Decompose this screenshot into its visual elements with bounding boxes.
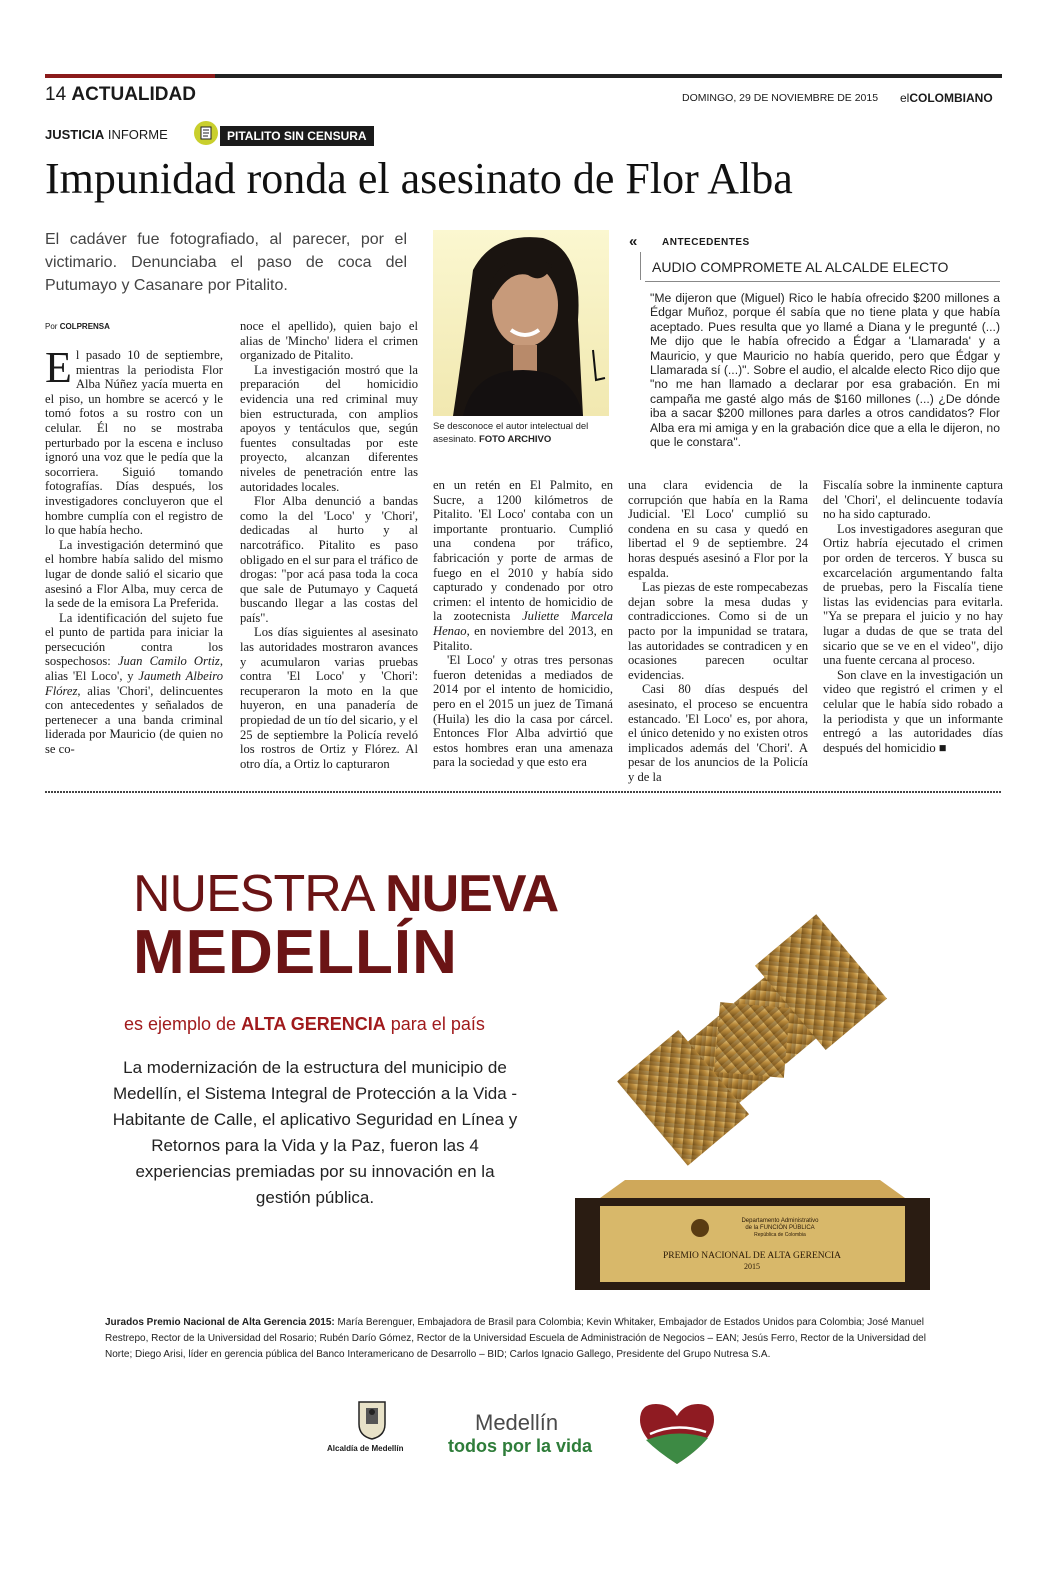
article-column-1 <box>45 343 223 757</box>
plate-line-2: de la FUNCIÓN PÚBLICA <box>745 1225 815 1231</box>
article-column-4 <box>628 478 808 784</box>
paragraph: Fiscalía sobre la inminente captura del 'Chori', el delincuente todavía no ha sido capturado. <box>823 478 1003 522</box>
paragraph: una clara evidencia de la corrupción que había en la Rama Judicial. 'El Loco' cumplió su condena en su casa y quedó en libertad el 9 de septiembre. 24 horas después asesinó a Flor por la espalda. <box>628 478 808 580</box>
photo-caption: Se desconoce el autor intelectual del asesinato. FOTO ARCHIVO <box>433 421 589 445</box>
article-bottom-rule <box>45 791 1002 793</box>
page-header <box>45 84 196 106</box>
alcaldia-shield-icon <box>355 1400 389 1440</box>
chevron-left-icon: « <box>629 233 638 250</box>
section-name: ACTUALIDAD <box>71 84 196 105</box>
sidebar-quote: "Me dijeron que (Miguel) Rico le había ofrecido $200 millones a Édgar Muñoz, porque él sabía que no tiene plata y que había aceptado. Pues resulta que yo llamé a Diana y le pregunté (...) Me dijo que le había ofrecido a Édgar a 'Llamarada' y a Mauricio, y que Mauricio no había querido, pero que Édgar y Llamarada sí (...)". Sobre el audio, el alcalde electo Rico dijo que "no me han llamado a declarar por esa grabación. En mi campaña me gasté algo más de $160 millones (...) ¿De dónde iba a sacar $200 millones para darles a otros candidatos? Flor Alba era mi amiga y en la grabación dice que a ella le dijeron, no que le constara". <box>650 291 1000 450</box>
plate-line-3: República de Colombia <box>754 1232 806 1238</box>
notepad-icon <box>194 121 218 145</box>
kicker <box>45 127 168 142</box>
sidebar-label: ANTECEDENTES <box>662 237 750 248</box>
drop-cap: E <box>45 343 72 392</box>
plate-title: PREMIO NACIONAL DE ALTA GERENCIA <box>663 1251 841 1261</box>
kicker-section: JUSTICIA <box>45 127 105 142</box>
top-rule <box>45 74 1002 78</box>
alcaldia-label: Alcaldía de Medellín <box>327 1444 404 1453</box>
plate-year: 2015 <box>744 1262 760 1271</box>
paragraph: La investigación determinó que el hombre había salido del mismo lugar de donde salió el sicario que asesinó a Flor Alba, muy cerca de la sede de la emisora La Preferida. <box>45 537 223 611</box>
paragraph: El pasado 10 de septiembre, mientras la periodista Flor Alba Núñez yacía muerta en el piso, un hombre se acercó y le tomó fotos a su rostro con un celular. Él no se mostraba perturbado por la escena e incluso ignoró una voz que le pedía que la socorriera. Siguió tomando fotografías. Días después, los investigadores concluyeron que el hombre cumplía con el registro de lo que había hecho. <box>45 343 223 538</box>
jury-list: Jurados Premio Nacional de Alta Gerencia 2015: María Berenguer, Embajadora de Brasil para Colombia; Kevin Whitaker, Embajador de Estados Unidos para Colombia; José Manuel Restrepo, Rector de la Universidad del Rosario; Rubén Darío Gómez, Rector de la Universidad Escuela de Administración de Negocios – EAN; Jesús Ferro, Rector de la Universidad del Norte; Diego Arisi, líder en gerencia pública del Banco Interamericano de Desarrollo – BID; Carlos Ignacio Gallego, Presidente del Grupo Nutresa S.A. <box>105 1317 926 1360</box>
article-column-2 <box>240 319 418 771</box>
paragraph: Flor Alba denunció a bandas como la del 'Loco' y 'Chori', dedicadas al hurto y al narcotráfico. Pitalito es paso obligado en el sur para el tráfico de drogas: "por acá pasa toda la coca que sale de Putumayo y Caquetá buscando llegar a las costas del país". <box>240 494 418 625</box>
ad-subheadline: es ejemplo de ALTA GERENCIA para el país <box>124 1014 485 1034</box>
coat-of-arms-icon <box>691 1219 709 1237</box>
paragraph: La identificación del sujeto fue el punto de partida para iniciar la persecución contra los sospechosos: Juan Camilo Ortiz, alias 'El Loco', y Jaumeth Albeiro Flórez, alias 'Chori', delincuentes con antecedentes y señalados de pertenecer a una banda criminal liderada por Mauricio (de quien no se co- <box>45 610 223 757</box>
heart-logo-icon <box>636 1400 718 1466</box>
end-mark: ■ <box>938 740 947 755</box>
paragraph: Son clave en la investigación un video que registró el crimen y el celular que le había sido robado a la periodista y que un informante entregó a las autoridades días después del homicidio ■ <box>823 667 1003 755</box>
article-column-3 <box>433 478 613 770</box>
jury-label: Jurados Premio Nacional de Alta Gerencia 2015: <box>105 1317 335 1328</box>
series-tag: PITALITO SIN CENSURA <box>220 126 374 146</box>
newspaper-brand: elCOLOMBIANO <box>900 91 993 105</box>
ad-body: La modernización de la estructura del municipio de Medellín, el Sistema Integral de Protección a la Vida - Habitante de Calle, el aplicativo Seguridad en Línea y Retornos para la Vida y la Paz, fueron las 4 experiencias premiadas por su innovación en la gestión pública. <box>112 1058 518 1207</box>
plate-line-1: Departamento Administrativo <box>741 1218 819 1224</box>
sidebar-divider <box>640 252 641 280</box>
article-photo <box>433 230 609 416</box>
sidebar-title: AUDIO COMPROMETE AL ALCALDE ELECTO <box>652 259 949 275</box>
article-deck: El cadáver fue fotografiado, al parecer, por el victimario. Denunciaba el paso de coca del Putumayo y Casanare por Pitalito. <box>45 231 407 294</box>
paragraph: Casi 80 días después del asesinato, el proceso se encuentra estancado. 'El Loco' es, por ahora, el único detenido y no existen otros implicados además del 'Chori'. A pesar de los anuncios de la Policía y de la <box>628 682 808 784</box>
trophy-image <box>570 880 935 1292</box>
paragraph: en un retén en El Palmito, en Sucre, a 1200 kilómetros de Pitalito. 'El Loco' contaba con un importante prontuario. Cumplió una condena por tráfico, fabricación y porte de armas de fuego en el 2010 y había sido capturado y condenado por otro crimen: el intento de homicidio de la zootecnista Juliette Marcela Henao, en noviembre del 2013, en Pitalito. <box>433 478 613 653</box>
date-line: DOMINGO, 29 DE NOVIEMBRE DE 2015 <box>682 92 879 104</box>
paragraph: 'El Loco' y otras tres personas fueron detenidas a mediados de 2014 por el intento de homicidio, pero en el 2015 un juez de Timaná (Huila) les dio la casa por cárcel. Entonces Flor Alba advirtió que estos hombres eran una amenaza para la sociedad y que esto era <box>433 653 613 770</box>
photo-credit: FOTO ARCHIVO <box>478 434 552 445</box>
ad-headline: NUESTRA NUEVA <box>133 865 559 923</box>
slogan-text: todos por la vida <box>448 1436 593 1456</box>
paragraph: Los investigadores aseguran que Ortiz habría ejecutado el crimen por orden de terceros. Y busca su excarcelación argumentando falta de pruebas, pero la Fiscalía tiene listas las evidencias para evitarla. "Ya se prepara el juicio y no hay lugar a dudas de que se trata del sicario que se ve en el video", dijo una fuente cercana al proceso. <box>823 521 1003 668</box>
byline: Por COLPRENSA <box>45 322 110 331</box>
paragraph: Los días siguientes al asesinato las autoridades mostraron avances y acumularon varias pruebas contra 'El Loco' y 'Chori': recuperaron la moto en la que huyeron, en una panadería de propiedad de un tío del sicario, y el 25 de septiembre la Policía reveló los rostros de Ortiz y Flórez. Al otro día, a Ortiz lo capturaron <box>240 625 418 771</box>
paragraph: noce el apellido), quien bajo el alias de 'Mincho' lidera el crimen organizado de Pitalito. <box>240 319 418 363</box>
kicker-type: INFORME <box>107 127 168 142</box>
slogan-city: Medellín <box>475 1410 559 1435</box>
paragraph: Las piezas de este rompecabezas dejan sobre la mesa dudas y contradicciones. Como si de un pacto por la impunidad se tratara, las autoridades se contradicen y en ocasiones parecen ocultar evidencias. <box>628 580 808 682</box>
article-column-5 <box>823 478 1003 755</box>
sidebar-rule <box>645 281 1000 282</box>
paragraph: La investigación mostró que la preparación del homicidio evidencia una red criminal muy bien estructurada, con amplios apoyos y tentáculos que, según fuentes consultadas por este proyecto, alcanzan diferentes niveles de penetración entre las autoridades locales. <box>240 362 418 494</box>
ad-city: MEDELLÍN <box>133 918 458 987</box>
article-headline: Impunidad ronda el asesinato de Flor Alba <box>45 154 793 203</box>
page-number: 14 <box>45 84 67 105</box>
